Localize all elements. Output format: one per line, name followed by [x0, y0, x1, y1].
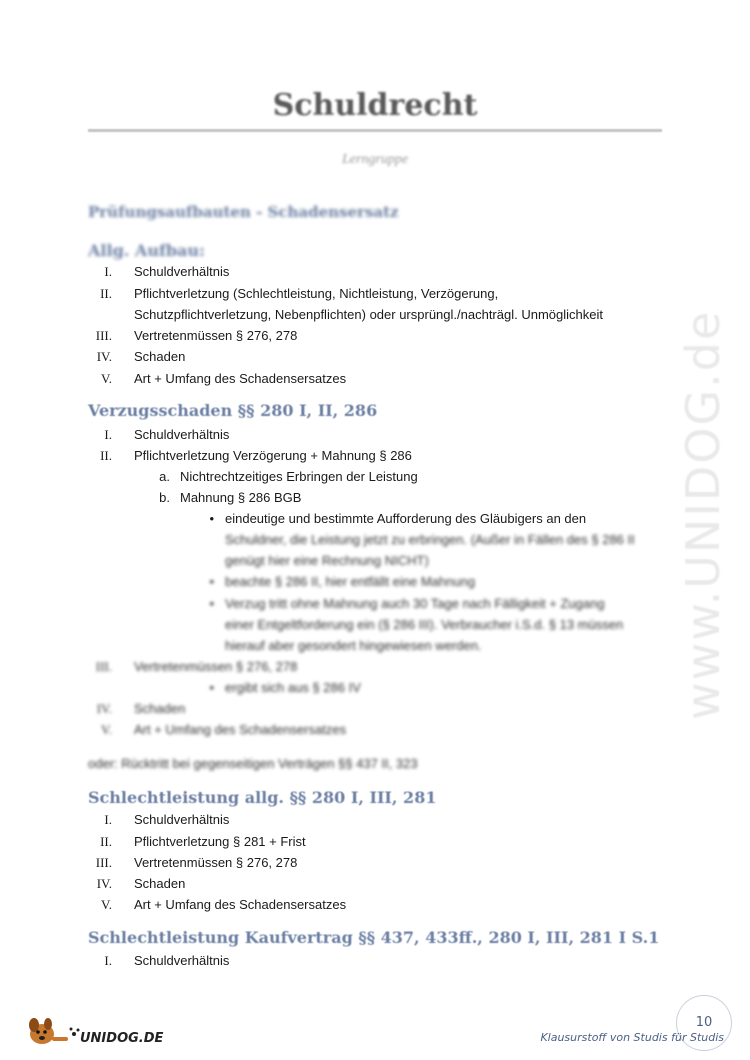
page-subtitle: Lerngruppe: [341, 152, 409, 167]
section-heading-kaufvertrag: Schlechtleistung Kaufvertrag §§ 437, 433ff., 280 I, III, 281 I S.1: [88, 928, 660, 947]
title-divider: [88, 129, 662, 132]
section-heading-verzug: Verzugsschaden §§ 280 I, II, 286: [88, 401, 378, 420]
section-heading-allg: Allg. Aufbau:: [88, 241, 205, 260]
page-number: 10: [676, 995, 732, 1051]
section-heading-schlechtleistung: Schlechtleistung allg. §§ 280 I, III, 281: [88, 788, 437, 807]
document-page: www.UNIDOG.de Schuldrecht Lerngruppe Prüfungsaufbauten - Schadensersatz Allg. Aufbau: I. Schuldverhältnis II. Pflichtverletzung (Schlechtleistung, Nichtleistung, Verzögerung, Schutzpflichtverletzung, Nebenpflichten) oder ursprüngl./nachträgl. Unmöglichkeit III. Vertretenmüssen § 276, 278 IV. Schaden V. Art + Umfang des Schadensersatzes Verzugsschaden §§ 280 I, II, 286 I. Schuldverhältnis II. Pflichtverletzung Verzögerung + Mahnung § 286 a. Nichtrechtzeitiges Erbringen der Leistung b. Mahnung § 286 BGB • eindeutige und bestimmte Aufforderung des Gläubigers an den Schuldner, die Leistung jetzt zu erbringen. (Außer in Fällen des § 286 II genügt hier eine Rechnung NICHT) • beachte § 286 II, hier entfällt eine Mahnung • Verzug tritt ohne Mahnung auch 30 Tage nach Fälligkeit + Zugang einer Entgeltforderung ein (§ 286 III). Verbraucher i.S.d. § 13 müssen hierauf aber gesondert hingewiesen werden. III. Vertretenmüssen § 276, 278 • ergibt sich aus § 286 IV IV. Schaden V. Art + Umfang des Schadensersatzes oder: Rücktritt bei gegenseitigen Verträgen §§ 437 II, 323 Schlechtleistung allg. §§ 280 I, III, 281 I. Schuldverhältnis II. Pflichtverletzung § 281 + Frist III. Vertretenmüssen § 276, 278 IV. Schaden V. Art + Umfang des Schadensersatzes Schlechtleistung Kaufvertrag §§ 437, 433ff., 280 I, III, 281 I S.1 I. Schuldverhältnis UNIDOG.DE 10 Klausurstoff von Studis für Studis: [0, 0, 750, 1060]
section-heading-main: Prüfungsaufbauten - Schadensersatz: [88, 203, 399, 221]
page-title: Schuldrecht: [272, 88, 478, 123]
watermark: www.UNIDOG.de: [676, 309, 730, 720]
dog-icon: [24, 1012, 84, 1048]
unidog-logo: [24, 1012, 164, 1048]
footer-credit: Klausurstoff von Studis für Studis: [540, 1031, 724, 1044]
logo-text: UNIDOG.DE: [80, 1031, 164, 1046]
